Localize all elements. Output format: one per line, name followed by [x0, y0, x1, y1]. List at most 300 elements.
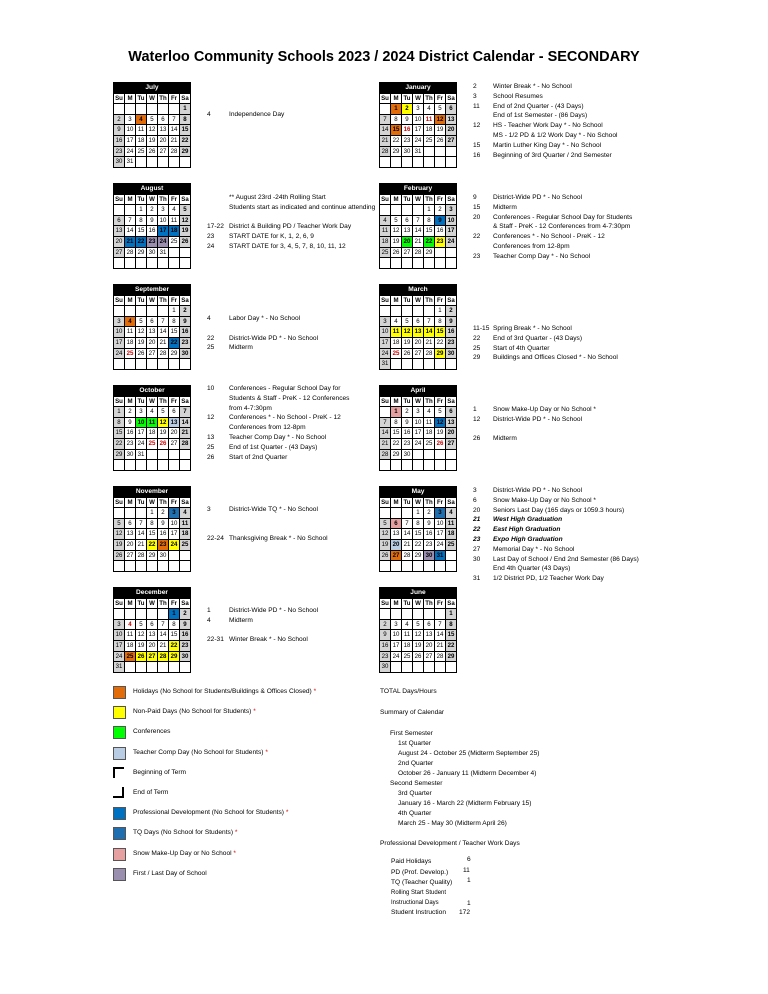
day-cell — [413, 359, 424, 370]
day-cell: 3 — [169, 508, 180, 519]
day-cell: 4 — [180, 508, 191, 519]
day-cell: 22 — [114, 438, 125, 449]
day-cell: 20 — [114, 236, 125, 247]
day-cell: 19 — [435, 125, 446, 136]
day-cell — [147, 561, 158, 572]
day-cell: 30 — [114, 157, 125, 168]
day-cell: 2 — [380, 619, 391, 630]
note-row — [473, 252, 632, 262]
note-row — [207, 203, 375, 213]
day-cell: 1 — [391, 104, 402, 115]
day-cell: 15 — [446, 630, 457, 641]
day-cell: 25 — [125, 651, 136, 662]
day-cell: 24 — [125, 146, 136, 157]
day-cell — [446, 258, 457, 269]
day-cell: 3 — [435, 508, 446, 519]
note-text: MS - 1/2 PD & 1/2 Work Day * - No School — [493, 131, 618, 139]
legend-swatch — [113, 686, 126, 699]
q2-dates: October 26 - January 11 (Midterm December 4) — [398, 770, 537, 777]
day-cell: 16 — [147, 226, 158, 237]
day-cell: 30 — [147, 247, 158, 258]
month-name: July — [114, 83, 191, 94]
day-cell: 4 — [125, 619, 136, 630]
day-cell: 6 — [446, 407, 457, 418]
day-cell: 26 — [136, 348, 147, 359]
day-cell: 28 — [136, 550, 147, 561]
note-date: 30 — [473, 555, 481, 563]
legend-swatch — [113, 807, 126, 820]
day-header: Th — [158, 497, 169, 508]
day-cell — [125, 662, 136, 673]
note-date: 26 — [473, 435, 481, 443]
day-cell: 21 — [158, 640, 169, 651]
note-row — [207, 334, 318, 344]
day-cell — [413, 449, 424, 460]
note-date: 11-15 — [473, 325, 490, 332]
note-text: ** August 23rd -24th Rolling Start — [229, 194, 326, 201]
day-cell: 10 — [114, 630, 125, 641]
day-cell — [446, 247, 457, 258]
day-header: M — [125, 396, 136, 407]
day-cell: 6 — [114, 215, 125, 226]
day-header: W — [147, 598, 158, 609]
day-cell — [402, 460, 413, 471]
day-cell — [136, 508, 147, 519]
second-semester: Second Semester — [390, 780, 443, 787]
day-cell: 4 — [446, 508, 457, 519]
day-cell: 23 — [114, 146, 125, 157]
note-date: 24 — [207, 242, 215, 250]
day-cell — [391, 359, 402, 370]
note-row — [473, 203, 632, 213]
day-cell: 20 — [402, 236, 413, 247]
day-cell: 16 — [180, 327, 191, 338]
day-header: Th — [158, 194, 169, 205]
day-cell: 11 — [446, 518, 457, 529]
note-row — [207, 534, 328, 544]
day-cell: 8 — [391, 114, 402, 125]
day-cell — [169, 247, 180, 258]
note-row — [473, 92, 617, 102]
calendar-dec — [113, 587, 191, 673]
day-cell: 7 — [402, 518, 413, 529]
day-cell — [114, 258, 125, 269]
note-date: 12 — [473, 415, 481, 423]
day-cell — [424, 460, 435, 471]
day-cell: 29 — [147, 550, 158, 561]
note-text: Conferences from 12-8pm — [229, 424, 306, 432]
note-date: 23 — [473, 535, 481, 543]
day-cell: 22 — [424, 236, 435, 247]
note-row — [473, 434, 596, 444]
day-cell: 19 — [391, 236, 402, 247]
day-cell: 11 — [424, 417, 435, 428]
day-cell: 28 — [380, 449, 391, 460]
day-header: M — [125, 194, 136, 205]
day-cell — [424, 258, 435, 269]
day-cell: 19 — [136, 640, 147, 651]
note-row — [473, 213, 632, 223]
note-row — [473, 334, 618, 344]
note-text: District & Building PD / Teacher Work Day — [229, 223, 352, 231]
day-header: W — [413, 396, 424, 407]
day-cell: 23 — [180, 337, 191, 348]
note-date: 20 — [473, 213, 481, 221]
day-cell — [158, 258, 169, 269]
day-cell: 25 — [424, 135, 435, 146]
day-cell: 16 — [435, 226, 446, 237]
day-cell — [147, 460, 158, 471]
note-row — [473, 151, 617, 161]
day-header: Tu — [136, 295, 147, 306]
day-header: W — [147, 194, 158, 205]
day-cell: 28 — [402, 550, 413, 561]
day-cell: 29 — [446, 651, 457, 662]
day-cell — [402, 258, 413, 269]
day-cell: 30 — [125, 449, 136, 460]
day-header: Su — [114, 93, 125, 104]
day-cell: 19 — [158, 428, 169, 439]
day-cell: 2 — [147, 205, 158, 216]
day-cell: 20 — [446, 428, 457, 439]
day-cell: 19 — [402, 337, 413, 348]
day-cell — [158, 449, 169, 460]
day-cell: 15 — [136, 226, 147, 237]
day-cell: 9 — [424, 518, 435, 529]
notes-may — [473, 486, 639, 584]
day-cell — [380, 508, 391, 519]
day-cell: 22 — [169, 337, 180, 348]
day-cell: 5 — [147, 114, 158, 125]
day-header: Fr — [435, 396, 446, 407]
day-cell: 6 — [391, 518, 402, 529]
note-date: 3 — [207, 506, 211, 513]
day-cell: 22 — [435, 337, 446, 348]
day-cell: 4 — [169, 205, 180, 216]
day-cell — [380, 609, 391, 620]
day-cell — [413, 205, 424, 216]
day-cell: 23 — [380, 651, 391, 662]
day-cell: 28 — [435, 651, 446, 662]
month-name: April — [380, 386, 457, 397]
day-cell — [158, 157, 169, 168]
day-cell: 22 — [180, 135, 191, 146]
day-cell: 15 — [413, 529, 424, 540]
day-header: Fr — [169, 295, 180, 306]
day-cell — [169, 359, 180, 370]
day-cell: 21 — [380, 135, 391, 146]
note-text: End of 2nd Quarter - (43 Days) — [493, 102, 584, 110]
note-row — [207, 413, 349, 423]
note-row — [207, 324, 318, 334]
notes-apr — [473, 405, 596, 444]
day-cell — [180, 359, 191, 370]
day-cell — [147, 258, 158, 269]
day-cell: 22 — [136, 236, 147, 247]
summary-row-value: 11 — [463, 866, 470, 874]
day-cell: 26 — [180, 236, 191, 247]
day-cell: 20 — [158, 135, 169, 146]
day-cell: 18 — [424, 428, 435, 439]
day-cell — [424, 146, 435, 157]
day-cell — [435, 258, 446, 269]
day-cell: 5 — [402, 316, 413, 327]
day-cell: 7 — [136, 518, 147, 529]
day-cell — [136, 609, 147, 620]
day-cell: 17 — [391, 640, 402, 651]
day-cell: 9 — [147, 215, 158, 226]
notes-oct — [207, 384, 349, 462]
day-header: Sa — [180, 598, 191, 609]
day-cell: 1 — [435, 306, 446, 317]
calendar-sep — [113, 284, 191, 370]
note-row — [473, 344, 618, 354]
note-date: 13 — [207, 433, 215, 441]
day-cell: 29 — [435, 348, 446, 359]
note-date: 26 — [207, 453, 215, 461]
day-cell: 14 — [136, 529, 147, 540]
day-cell: 8 — [147, 518, 158, 529]
day-cell: 27 — [446, 135, 457, 146]
day-cell — [446, 359, 457, 370]
day-header: Th — [424, 497, 435, 508]
day-cell: 17 — [114, 640, 125, 651]
note-row — [473, 545, 639, 555]
day-cell: 26 — [380, 550, 391, 561]
day-cell: 24 — [413, 438, 424, 449]
note-text: Midterm — [493, 435, 517, 443]
day-cell: 9 — [446, 316, 457, 327]
legend-label: Holidays (No School for Students/Buildings & Offices Closed) * — [133, 688, 317, 695]
calendar-oct — [113, 385, 191, 471]
day-cell: 5 — [391, 215, 402, 226]
note-date: 3 — [473, 92, 477, 100]
day-cell — [169, 550, 180, 561]
day-cell: 31 — [413, 146, 424, 157]
day-cell: 14 — [424, 327, 435, 338]
day-cell: 26 — [435, 135, 446, 146]
note-row — [473, 415, 596, 425]
legend-swatch — [113, 747, 126, 760]
day-header: Tu — [402, 598, 413, 609]
page-title: Waterloo Community Schools 2023 / 2024 District Calendar - SECONDARY — [128, 49, 640, 65]
note-date: 17-22 — [207, 223, 224, 231]
note-date: 22 — [473, 334, 481, 342]
day-cell — [125, 205, 136, 216]
day-header: Th — [424, 93, 435, 104]
day-cell — [435, 449, 446, 460]
day-cell: 26 — [435, 438, 446, 449]
legend-label: Professional Development (No School for Students) * — [133, 809, 289, 817]
day-cell — [136, 306, 147, 317]
day-header: M — [391, 93, 402, 104]
note-row — [473, 574, 639, 584]
day-cell: 6 — [446, 104, 457, 115]
day-cell — [446, 561, 457, 572]
day-cell — [169, 157, 180, 168]
note-text: Spring Break * - No School — [493, 325, 572, 332]
day-cell: 19 — [136, 337, 147, 348]
day-cell: 31 — [435, 550, 446, 561]
note-date: 31 — [473, 575, 481, 583]
day-cell: 30 — [424, 550, 435, 561]
note-date: 21 — [473, 516, 481, 524]
month-name: November — [114, 487, 191, 498]
day-header: Th — [158, 396, 169, 407]
day-cell — [424, 306, 435, 317]
day-cell: 15 — [391, 428, 402, 439]
day-cell — [169, 258, 180, 269]
q4-dates: March 25 - May 30 (Midterm April 26) — [398, 820, 507, 827]
day-cell — [413, 157, 424, 168]
note-text: Thanksgiving Break * - No School — [229, 535, 328, 543]
note-row — [473, 121, 617, 131]
day-cell: 4 — [125, 316, 136, 327]
day-cell: 25 — [391, 348, 402, 359]
day-cell: 11 — [424, 114, 435, 125]
day-cell — [180, 258, 191, 269]
day-cell: 13 — [424, 630, 435, 641]
note-text: Students start as indicated and continue attending — [229, 203, 376, 211]
q1-label: 1st Quarter — [398, 740, 431, 747]
day-cell: 13 — [446, 417, 457, 428]
note-row — [207, 110, 284, 120]
note-row — [473, 486, 639, 496]
day-cell — [114, 306, 125, 317]
note-text: 1/2 District PD, 1/2 Teacher Work Day — [493, 575, 604, 583]
note-date: 3 — [473, 487, 477, 494]
day-header: Tu — [402, 93, 413, 104]
day-cell — [169, 104, 180, 115]
day-cell — [380, 561, 391, 572]
day-cell: 4 — [424, 104, 435, 115]
day-cell — [446, 550, 457, 561]
day-header: Th — [158, 295, 169, 306]
day-cell — [169, 662, 180, 673]
day-header: Fr — [435, 598, 446, 609]
day-header: M — [391, 497, 402, 508]
day-cell: 4 — [136, 114, 147, 125]
day-header: Th — [158, 598, 169, 609]
day-cell: 23 — [158, 539, 169, 550]
day-cell — [158, 359, 169, 370]
day-cell — [180, 550, 191, 561]
day-cell — [402, 157, 413, 168]
day-cell: 17 — [125, 135, 136, 146]
day-cell: 29 — [391, 146, 402, 157]
day-cell: 12 — [391, 226, 402, 237]
legend-label: TQ Days (No School for Students) * — [133, 829, 238, 837]
day-header: Tu — [136, 396, 147, 407]
day-cell — [413, 306, 424, 317]
day-cell: 15 — [180, 125, 191, 136]
note-text: End of 1st Quarter - (43 Days) — [229, 443, 318, 451]
day-cell — [136, 561, 147, 572]
day-cell — [158, 460, 169, 471]
day-cell — [158, 104, 169, 115]
day-cell: 2 — [446, 306, 457, 317]
note-text: Midterm — [229, 616, 253, 624]
note-row — [207, 222, 375, 232]
month-name: May — [380, 487, 457, 498]
day-cell — [402, 306, 413, 317]
day-cell: 16 — [380, 640, 391, 651]
legend-label: End of Term — [133, 789, 169, 796]
day-cell — [402, 508, 413, 519]
day-cell — [446, 460, 457, 471]
day-cell — [136, 359, 147, 370]
day-cell: 6 — [147, 619, 158, 630]
day-header: Tu — [136, 194, 147, 205]
day-cell: 12 — [180, 215, 191, 226]
note-text: Conferences - Regular School Day for — [229, 385, 341, 392]
note-text: Conferences from 12-8pm — [493, 242, 570, 250]
note-text: Expo High Graduation — [493, 535, 563, 543]
day-cell — [147, 662, 158, 673]
day-cell: 23 — [402, 438, 413, 449]
legend-label: Teacher Comp Day (No School for Students) * — [133, 748, 268, 756]
day-cell: 24 — [380, 348, 391, 359]
day-cell: 4 — [391, 316, 402, 327]
note-text: End of 3rd Quarter - (43 Days) — [493, 334, 583, 342]
day-cell: 12 — [136, 327, 147, 338]
day-cell: 3 — [413, 407, 424, 418]
day-header: W — [413, 497, 424, 508]
day-cell: 17 — [114, 337, 125, 348]
note-text: Independence Day — [229, 111, 285, 118]
day-cell: 27 — [424, 651, 435, 662]
note-date: 1 — [207, 607, 211, 614]
day-cell: 11 — [391, 327, 402, 338]
day-cell: 23 — [424, 539, 435, 550]
day-cell: 9 — [158, 518, 169, 529]
note-text: Last Day of School / End 2nd Semester (86 Days) — [493, 555, 639, 563]
day-cell — [180, 247, 191, 258]
day-header: Tu — [402, 497, 413, 508]
day-header: Fr — [169, 396, 180, 407]
legend-swatch — [113, 767, 124, 778]
note-row — [207, 423, 349, 433]
day-cell: 11 — [402, 630, 413, 641]
day-cell — [424, 157, 435, 168]
note-text: Conferences * - No School - PreK - 12 — [229, 414, 341, 422]
day-cell: 22 — [391, 438, 402, 449]
day-cell: 3 — [114, 619, 125, 630]
day-header: Tu — [136, 497, 147, 508]
day-cell: 1 — [147, 508, 158, 519]
day-cell: 13 — [125, 529, 136, 540]
day-cell — [391, 157, 402, 168]
note-text: Winter Break * - No School — [493, 83, 572, 90]
day-cell: 25 — [380, 247, 391, 258]
month-name: December — [114, 588, 191, 599]
notes-nov — [207, 505, 328, 544]
note-text: from 4-7:30pm — [229, 404, 272, 412]
day-cell: 22 — [169, 640, 180, 651]
day-cell: 1 — [136, 205, 147, 216]
day-cell — [114, 359, 125, 370]
note-row — [473, 555, 639, 565]
day-cell: 19 — [147, 135, 158, 146]
day-cell — [424, 449, 435, 460]
day-cell — [136, 104, 147, 115]
day-cell: 19 — [413, 640, 424, 651]
day-cell: 6 — [125, 518, 136, 529]
day-cell: 30 — [180, 348, 191, 359]
day-header: Th — [158, 93, 169, 104]
day-header: Tu — [402, 396, 413, 407]
day-cell: 8 — [413, 518, 424, 529]
